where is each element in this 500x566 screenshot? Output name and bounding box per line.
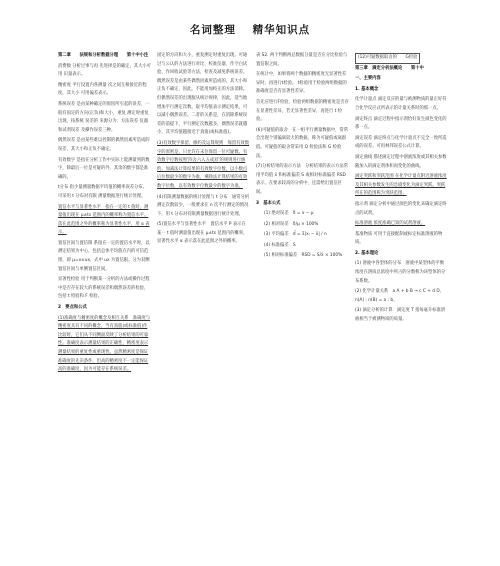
- paragraph: (3)有效数字保留、修约及运算规则 保留有效数字的原则是，只允许在末位保留一位可疑数。有效数字位数按照'四舍六入五成双'的规则进行修约。加减法计算结果的有效数字位数，以小数点后位数最少的数字为准，乘除法计算结果的有效数字位数，以有效数字位数最少的数字为准。: [157, 140, 250, 189]
- paragraph: 置信水平与显著性水平 指在一定的 t 值时，测量值出现在 μ±ts 范围内的概率称为置信水平。落在此范围之外的概率称为显著性水平，用 α 表示。: [58, 204, 150, 236]
- title-part1: 名词整理: [189, 24, 236, 36]
- paragraph: 显著性检验 用于判断某一分析的方法或操作过程中是否存在较大的系统误差和偶然误差的检验，包括 t 检验和 F 检验。: [58, 277, 150, 300]
- paragraph: 滴定突跃和突跃范围 在化学计量点附近溶液浓度及其相关参数发生的急剧变化为滴定突跃。突跃所在的范围称为突跃范围。: [355, 174, 447, 197]
- column-2: [157, 52, 250, 560]
- paragraph: (5)置信水平与显著性水平 置信水平 P 表示在某一 t 值时测量值出现在 μ±ts 范围内的概率，显著性水平 α 表示落在此范围之外的概率。: [157, 222, 248, 245]
- formula: (4) 标准偏差 S: [264, 242, 296, 248]
- section-heading: 1. 基本概念: [355, 86, 379, 92]
- section-heading: 3 基本公式: [256, 200, 281, 206]
- formula: (5) 相对标准偏差 RSD = S/x̄ × 100%: [264, 253, 343, 259]
- paragraph: (1)准确度与精密度的概念及相互关系 准确度与精密度具有不同的概念，当有真值(或标准值)作比较时，它们从不同侧面反映了分析结果的可靠性。准确度表示测量结果的正确性，精密度表示测量结果的重复性或重现性。虽然精密度是保证准确度的先决条件，但高的精密度不一定能保证高的准确度，因为可能存在系统误差。: [58, 315, 151, 373]
- section-heading: 2. 基本理论: [355, 250, 379, 256]
- formula: (2) 相对误差 δ/μ × 100%: [264, 221, 319, 227]
- formula: (1) 绝对误差 δ = x − μ: [264, 211, 314, 217]
- column-3: [256, 52, 349, 560]
- page-title: [0, 22, 500, 37]
- paragraph: (2) 化学计量关系 a A + b B → c C + d D，n(A) : n(B) = a : b。: [355, 289, 444, 303]
- title-part2: 精华知识点: [252, 24, 311, 36]
- column-1: [58, 52, 151, 560]
- section-heading: 2 要点和公式: [58, 305, 87, 311]
- paragraph: 标准溶液 浓度准确已知的试剂溶液。: [355, 221, 426, 227]
- paragraph: 置信区间与置信限 系指在一定的置信水平时，以测定结果为中心，包括总体平均值在内的可信范围，即 μ=x±ux，式中 ux 为置信限。分为双侧置信区间与单侧置信区间。: [58, 240, 150, 272]
- paragraph: 精密度 平行设置内各测量 次之间互相接近的程度，其大小 可用偏差表示。: [58, 82, 147, 97]
- formula: (3) 平均偏差 d̄ = Σ|xᵢ − x̄| / n: [264, 232, 327, 238]
- paragraph: 固定的方向和大小，重复测定时重复出现。可通过与公认的方法进行对比、校准仪器、作空白试验、作回收试验等方法，检查及减免系统误差。偶然误差是由某些偶然因素所造成的，其大小和正负不确定，因此，不能用加校正的方法消除。但偶然误差的出现服从统计规律，因此，适当地增加平行测定次数，取平均值表示测定结果，可以减小偶然误差。二者的关系是，在消除系统误差的前提下，平行测定次数越多，偶然误差就越小，其平均值越接近于真值(或标准值)。: [157, 53, 248, 136]
- paragraph: 首先应进行F检验，检验两组数据的精密度是否存在显著性差异，若无显著性差异，再进行 t 检验。: [256, 99, 349, 123]
- paragraph: 滴定误差 滴定终点与化学计量点不完全一致所造成的误差。可用林邦误差公式计算。: [355, 135, 447, 150]
- paragraph: 化学计量点 滴定反应的量与被测物质的量正好符合化学反应式所表示的计量关系时的那一点。: [355, 97, 447, 111]
- boxed-heading: (12)可疑数据取舍的 G检验: [355, 53, 420, 64]
- paragraph: 偶然误差 是由某些难以控制的偶然因素所造成的误差，其大小和正负不确定。: [58, 138, 150, 152]
- paragraph: (1) 溶液中各型体的分布 溶液中某型体的平衡浓度在溶质总浓度中所占的分数称为该型体的分布系数。: [355, 261, 446, 284]
- paragraph: 滴定终点 滴定过程中指示剂恰好发生颜色变化的那一点。: [355, 116, 447, 131]
- paragraph: 指示剂 滴定分析中通过颜色的变化来确定滴定终点的试剂。: [355, 201, 447, 216]
- paragraph: (7)分析结果的表示方法 分析结果的表示方法常用平均值 x̄ 和标准偏差 S 或相对标准偏差 RSD 表示，在要求较高的分析中，还需给出置信区间。: [256, 164, 349, 195]
- paragraph: t分布 指少量测量数据平均值的概率误差分布。可采用 t 分布对有限 测量数据进行统计处理。: [58, 185, 147, 199]
- paragraph: 在统计中，如果将两个数据的精密度无显著性差异时，再进行t检验。 t检验用于检验两组数据的准确度是否有显著性差异。: [256, 72, 347, 95]
- paragraph: 滴定曲线 描述滴定过程中溶液浓度或其相关参数随加入的滴定剂体积而变化的曲线。: [355, 154, 447, 169]
- paragraph: 基准物质 可用于直接配制或标定标准溶液的物质。: [355, 231, 443, 246]
- paragraph: 表 S2. 两个判断两总数据分量是否在分比检验与置信限之间。: [256, 53, 348, 67]
- paragraph: (3) 滴定分析的计算 滴定度 T 指每毫升标准溶液相当于被测物质的质量。: [355, 308, 446, 323]
- chapter-heading: 第三章 滴定分析法概论 第十中: [355, 65, 424, 71]
- paragraph: 系统误差 是由某种确定的原因所引起的误差，一般有固定的方向(正负)和大小，重复 测定时重复出现。按系统 误差的 来源分为：方法误差 仪器 和试剂误差 及操作误差三种。: [58, 101, 150, 133]
- paragraph: 消费数 分析过事与再 先进择是的确定，其大小可用 识量表示。: [58, 63, 151, 78]
- paragraph: (4)有限测量数据的统计处理与 t 分布 通常分析测定次数较少，一般要求在 n 次平行测定的情况下，用 t 分布对有限测量数据进行统计处理。: [157, 194, 250, 217]
- paragraph: 第二章 法规和分析数据分理 第十中小注: [58, 53, 149, 58]
- column-4: [355, 52, 448, 560]
- paragraph: (6)可疑值的取舍 在一组平行测量数据中，常常会出现个别偏离较大的数据，称为可疑值或离群值。可疑值的取舍常采用 Q 检验法和 G 检验法。: [256, 127, 349, 159]
- paragraph: 有效数字 是指在分析工作中实际上能测量到的数字，除最后一位是可疑的外，其余的数字都是准确的。: [58, 157, 150, 180]
- section-heading: 一、主要内容: [355, 76, 381, 82]
- text-columns: [58, 52, 448, 560]
